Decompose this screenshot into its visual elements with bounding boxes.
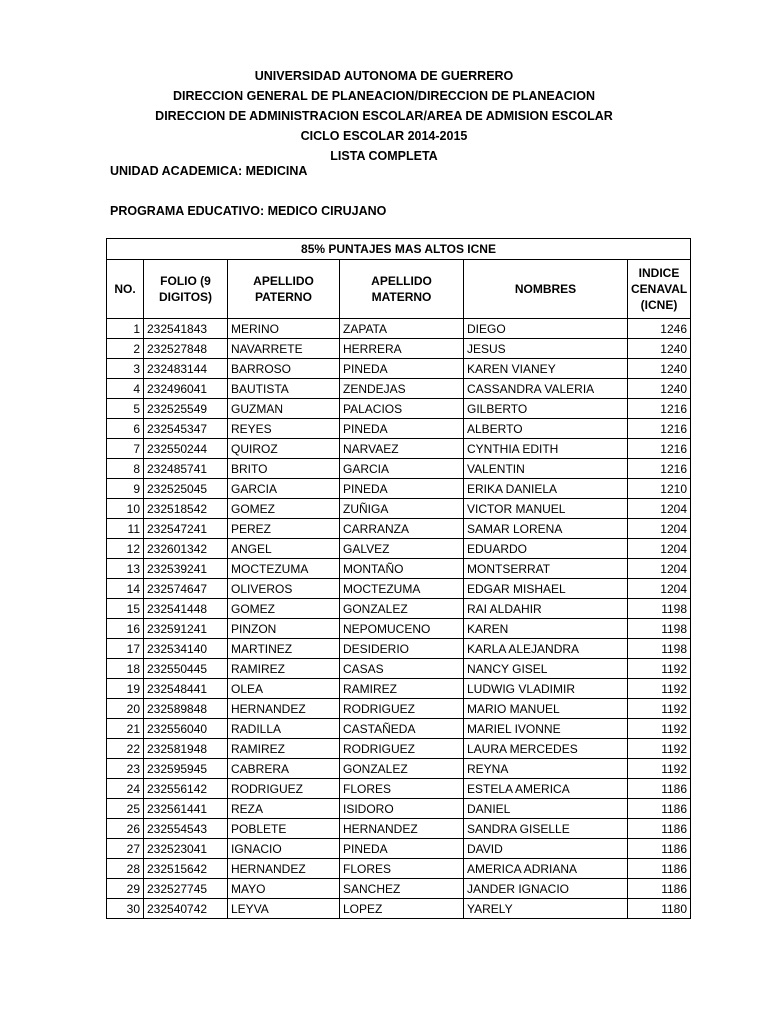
nombres-cell: JESUS [464,339,628,359]
row-number: 10 [107,499,144,519]
apellido-materno-cell: GARCIA [340,459,464,479]
folio-cell: 232540742 [144,899,228,919]
nombres-cell: DANIEL [464,799,628,819]
row-number: 16 [107,619,144,639]
apellido-materno-cell: RODRIGUEZ [340,699,464,719]
icne-cell: 1204 [628,539,691,559]
apellido-paterno-cell: LEYVA [228,899,340,919]
row-number: 7 [107,439,144,459]
icne-cell: 1186 [628,819,691,839]
apellido-paterno-cell: MOCTEZUMA [228,559,340,579]
row-number: 23 [107,759,144,779]
row-number: 12 [107,539,144,559]
nombres-cell: MARIEL IVONNE [464,719,628,739]
row-number: 3 [107,359,144,379]
document-titles [0,66,768,166]
table-row [107,559,691,579]
table-row [107,699,691,719]
folio-cell: 232581948 [144,739,228,759]
apellido-paterno-cell: GUZMAN [228,399,340,419]
apellido-paterno-cell: RAMIREZ [228,659,340,679]
folio-cell: 232483144 [144,359,228,379]
table-row [107,759,691,779]
nombres-cell: DIEGO [464,319,628,339]
icne-cell: 1192 [628,759,691,779]
apellido-paterno-cell: OLIVEROS [228,579,340,599]
row-number: 5 [107,399,144,419]
row-number: 20 [107,699,144,719]
table-row [107,319,691,339]
row-number: 22 [107,739,144,759]
apellido-paterno-cell: MERINO [228,319,340,339]
icne-cell: 1240 [628,359,691,379]
table-body [107,319,691,919]
apellido-paterno-cell: IGNACIO [228,839,340,859]
apellido-paterno-cell: RADILLA [228,719,340,739]
table-row [107,799,691,819]
table-row [107,459,691,479]
table-row [107,359,691,379]
column-header-no: NO. [107,260,144,319]
apellido-materno-cell: NARVAEZ [340,439,464,459]
results-table [106,238,691,919]
apellido-materno-cell: GONZALEZ [340,759,464,779]
folio-cell: 232550445 [144,659,228,679]
apellido-paterno-cell: PEREZ [228,519,340,539]
nombres-cell: YARELY [464,899,628,919]
column-header-icne: INDICE CENAVAL (ICNE) [628,260,691,319]
apellido-paterno-cell: QUIROZ [228,439,340,459]
apellido-paterno-cell: HERNANDEZ [228,699,340,719]
apellido-paterno-cell: RAMIREZ [228,739,340,759]
icne-cell: 1180 [628,899,691,919]
apellido-paterno-cell: NAVARRETE [228,339,340,359]
column-header-nombres: NOMBRES [464,260,628,319]
icne-cell: 1216 [628,459,691,479]
title-ciclo-escolar: CICLO ESCOLAR 2014-2015 [300,129,468,143]
icne-cell: 1198 [628,639,691,659]
nombres-cell: SAMAR LORENA [464,519,628,539]
apellido-materno-cell: PINEDA [340,839,464,859]
column-header-apellido-paterno: APELLIDO PATERNO [228,260,340,319]
row-number: 29 [107,879,144,899]
table-row [107,899,691,919]
nombres-cell: ERIKA DANIELA [464,479,628,499]
apellido-paterno-cell: GOMEZ [228,499,340,519]
nombres-cell: CYNTHIA EDITH [464,439,628,459]
nombres-cell: RAI ALDAHIR [464,599,628,619]
icne-cell: 1192 [628,699,691,719]
row-number: 21 [107,719,144,739]
icne-cell: 1192 [628,679,691,699]
table-row [107,859,691,879]
row-number: 15 [107,599,144,619]
row-number: 18 [107,659,144,679]
apellido-paterno-cell: MAYO [228,879,340,899]
apellido-paterno-cell: REYES [228,419,340,439]
apellido-materno-cell: HERRERA [340,339,464,359]
nombres-cell: DAVID [464,839,628,859]
folio-cell: 232591241 [144,619,228,639]
folio-cell: 232547241 [144,519,228,539]
nombres-cell: LAURA MERCEDES [464,739,628,759]
folio-cell: 232539241 [144,559,228,579]
apellido-materno-cell: MONTAÑO [340,559,464,579]
nombres-cell: GILBERTO [464,399,628,419]
nombres-cell: MONTSERRAT [464,559,628,579]
apellido-materno-cell: DESIDERIO [340,639,464,659]
table-row [107,579,691,599]
folio-cell: 232548441 [144,679,228,699]
apellido-materno-cell: PINEDA [340,359,464,379]
folio-cell: 232554543 [144,819,228,839]
folio-cell: 232525549 [144,399,228,419]
table-row [107,379,691,399]
nombres-cell: VALENTIN [464,459,628,479]
apellido-materno-cell: PINEDA [340,479,464,499]
folio-cell: 232525045 [144,479,228,499]
table-row [107,479,691,499]
apellido-paterno-cell: BAUTISTA [228,379,340,399]
nombres-cell: ALBERTO [464,419,628,439]
nombres-cell: LUDWIG VLADIMIR [464,679,628,699]
folio-cell: 232541843 [144,319,228,339]
folio-cell: 232541448 [144,599,228,619]
folio-cell: 232523041 [144,839,228,859]
row-number: 2 [107,339,144,359]
row-number: 26 [107,819,144,839]
apellido-materno-cell: GALVEZ [340,539,464,559]
title-direccion-administracion: DIRECCION DE ADMINISTRACION ESCOLAR/AREA DE ADMISION ESCOLAR [155,109,613,123]
apellido-materno-cell: RAMIREZ [340,679,464,699]
icne-cell: 1192 [628,719,691,739]
table-row [107,399,691,419]
apellido-paterno-cell: REZA [228,799,340,819]
apellido-materno-cell: RODRIGUEZ [340,739,464,759]
icne-cell: 1192 [628,659,691,679]
icne-cell: 1210 [628,479,691,499]
apellido-paterno-cell: OLEA [228,679,340,699]
table-row [107,679,691,699]
nombres-cell: EDUARDO [464,539,628,559]
apellido-materno-cell: FLORES [340,859,464,879]
title-lista-completa: LISTA COMPLETA [330,149,438,163]
row-number: 11 [107,519,144,539]
nombres-cell: KAREN VIANEY [464,359,628,379]
apellido-materno-cell: SANCHEZ [340,879,464,899]
folio-cell: 232589848 [144,699,228,719]
icne-cell: 1186 [628,799,691,819]
row-number: 25 [107,799,144,819]
icne-cell: 1216 [628,399,691,419]
icne-cell: 1204 [628,559,691,579]
icne-cell: 1198 [628,599,691,619]
folio-cell: 232595945 [144,759,228,779]
folio-cell: 232550244 [144,439,228,459]
apellido-materno-cell: LOPEZ [340,899,464,919]
apellido-paterno-cell: BARROSO [228,359,340,379]
table-row [107,439,691,459]
icne-cell: 1186 [628,839,691,859]
table-row [107,519,691,539]
folio-cell: 232561441 [144,799,228,819]
icne-cell: 1186 [628,859,691,879]
apellido-paterno-cell: ANGEL [228,539,340,559]
folio-cell: 232556040 [144,719,228,739]
column-header-folio: FOLIO (9 DIGITOS) [144,260,228,319]
apellido-materno-cell: ZAPATA [340,319,464,339]
table-row [107,539,691,559]
apellido-materno-cell: CARRANZA [340,519,464,539]
table-row [107,499,691,519]
table-banner: 85% PUNTAJES MAS ALTOS ICNE [107,239,691,260]
row-number: 9 [107,479,144,499]
table-row [107,719,691,739]
apellido-materno-cell: PINEDA [340,419,464,439]
apellido-materno-cell: CASTAÑEDA [340,719,464,739]
folio-cell: 232534140 [144,639,228,659]
table-row [107,599,691,619]
icne-cell: 1246 [628,319,691,339]
folio-cell: 232527848 [144,339,228,359]
apellido-paterno-cell: RODRIGUEZ [228,779,340,799]
icne-cell: 1240 [628,339,691,359]
apellido-materno-cell: HERNANDEZ [340,819,464,839]
icne-cell: 1186 [628,779,691,799]
nombres-cell: EDGAR MISHAEL [464,579,628,599]
row-number: 8 [107,459,144,479]
table-row [107,639,691,659]
table-row [107,779,691,799]
programa-educativo: PROGRAMA EDUCATIVO: MEDICO CIRUJANO [110,204,387,218]
apellido-materno-cell: CASAS [340,659,464,679]
table-row [107,879,691,899]
apellido-paterno-cell: MARTINEZ [228,639,340,659]
apellido-paterno-cell: HERNANDEZ [228,859,340,879]
apellido-materno-cell: GONZALEZ [340,599,464,619]
apellido-materno-cell: ZENDEJAS [340,379,464,399]
row-number: 24 [107,779,144,799]
folio-cell: 232545347 [144,419,228,439]
apellido-paterno-cell: PINZON [228,619,340,639]
row-number: 13 [107,559,144,579]
table-header-row [107,260,691,319]
apellido-materno-cell: PALACIOS [340,399,464,419]
table-row [107,659,691,679]
apellido-paterno-cell: POBLETE [228,819,340,839]
folio-cell: 232556142 [144,779,228,799]
row-number: 6 [107,419,144,439]
table-row [107,739,691,759]
nombres-cell: KARLA ALEJANDRA [464,639,628,659]
icne-cell: 1186 [628,879,691,899]
icne-cell: 1198 [628,619,691,639]
table-row [107,839,691,859]
unidad-academica: UNIDAD ACADEMICA: MEDICINA [110,164,308,178]
apellido-materno-cell: ZUÑIGA [340,499,464,519]
nombres-cell: VICTOR MANUEL [464,499,628,519]
row-number: 28 [107,859,144,879]
icne-cell: 1192 [628,739,691,759]
folio-cell: 232485741 [144,459,228,479]
icne-cell: 1216 [628,419,691,439]
apellido-paterno-cell: GARCIA [228,479,340,499]
column-header-apellido-materno: APELLIDO MATERNO [340,260,464,319]
title-university: UNIVERSIDAD AUTONOMA DE GUERRERO [254,69,514,83]
row-number: 4 [107,379,144,399]
apellido-materno-cell: MOCTEZUMA [340,579,464,599]
apellido-materno-cell: NEPOMUCENO [340,619,464,639]
folio-cell: 232496041 [144,379,228,399]
nombres-cell: NANCY GISEL [464,659,628,679]
icne-cell: 1216 [628,439,691,459]
table-row [107,339,691,359]
nombres-cell: MARIO MANUEL [464,699,628,719]
apellido-materno-cell: FLORES [340,779,464,799]
nombres-cell: SANDRA GISELLE [464,819,628,839]
nombres-cell: ESTELA AMERICA [464,779,628,799]
row-number: 27 [107,839,144,859]
row-number: 30 [107,899,144,919]
nombres-cell: REYNA [464,759,628,779]
nombres-cell: CASSANDRA VALERIA [464,379,628,399]
title-direccion-planeacion: DIRECCION GENERAL DE PLANEACION/DIRECCION DE PLANEACION [172,89,596,103]
apellido-paterno-cell: BRITO [228,459,340,479]
apellido-paterno-cell: CABRERA [228,759,340,779]
folio-cell: 232518542 [144,499,228,519]
row-number: 17 [107,639,144,659]
folio-cell: 232515642 [144,859,228,879]
table-row [107,819,691,839]
nombres-cell: AMERICA ADRIANA [464,859,628,879]
row-number: 19 [107,679,144,699]
icne-cell: 1240 [628,379,691,399]
row-number: 1 [107,319,144,339]
table-row [107,619,691,639]
apellido-paterno-cell: GOMEZ [228,599,340,619]
icne-cell: 1204 [628,519,691,539]
folio-cell: 232574647 [144,579,228,599]
icne-cell: 1204 [628,579,691,599]
table-row [107,419,691,439]
folio-cell: 232527745 [144,879,228,899]
row-number: 14 [107,579,144,599]
nombres-cell: KAREN [464,619,628,639]
icne-cell: 1204 [628,499,691,519]
apellido-materno-cell: ISIDORO [340,799,464,819]
nombres-cell: JANDER IGNACIO [464,879,628,899]
folio-cell: 232601342 [144,539,228,559]
